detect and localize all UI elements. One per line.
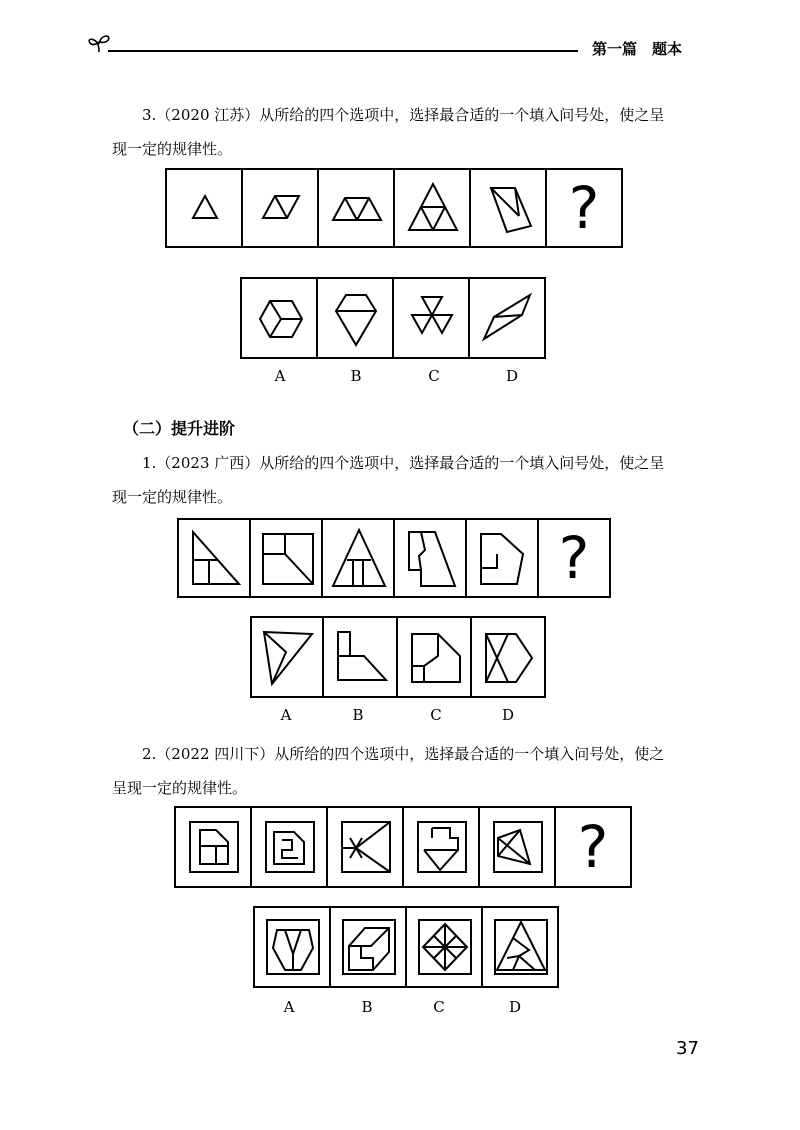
question-mark: ? [568, 174, 600, 242]
option-d[interactable] [481, 906, 559, 988]
option-a[interactable] [250, 616, 324, 698]
figure-cell [393, 518, 467, 598]
option-label: D [501, 706, 515, 724]
figure-cell [326, 806, 404, 888]
question-line: 3.（2020 江苏）从所给的四个选项中，选择最合适的一个填入问号处，使之呈 [142, 106, 665, 124]
option-label: A [283, 998, 295, 1016]
option-c[interactable] [405, 906, 483, 988]
option-c[interactable] [392, 277, 470, 359]
question-line: 1.（2023 广西）从所给的四个选项中，选择最合适的一个填入问号处，使之呈 [142, 454, 665, 472]
question-mark-cell [537, 518, 611, 598]
option-d[interactable] [470, 616, 546, 698]
question-line: 2.（2022 四川下）从所给的四个选项中，选择最合适的一个填入问号处，使之 [142, 745, 665, 763]
option-label: C [428, 367, 440, 385]
question-text [112, 446, 722, 514]
question-mark: ? [577, 813, 609, 881]
figure-cell [241, 168, 319, 248]
figure-cell [393, 168, 471, 248]
option-label: B [361, 998, 373, 1016]
header-rule [108, 50, 578, 52]
question-text [112, 737, 722, 805]
figure-cell [478, 806, 556, 888]
figure-cell [174, 806, 252, 888]
figure-cell [249, 518, 323, 598]
option-a[interactable] [253, 906, 331, 988]
question-mark-cell [554, 806, 632, 888]
figure-cell [402, 806, 480, 888]
option-label: D [508, 998, 522, 1016]
option-b[interactable] [322, 616, 398, 698]
option-label: D [505, 367, 519, 385]
question-mark-cell [545, 168, 623, 248]
question-text [112, 98, 722, 166]
option-c[interactable] [396, 616, 472, 698]
option-b[interactable] [316, 277, 394, 359]
question-line: 现一定的规律性。 [112, 488, 233, 506]
question-line: 呈现一定的规律性。 [112, 779, 248, 797]
question-line: 现一定的规律性。 [112, 140, 233, 158]
figure-cell [177, 518, 251, 598]
figure-cell [250, 806, 328, 888]
figure-cell [469, 168, 547, 248]
option-label: C [430, 706, 442, 724]
question-mark: ? [558, 524, 590, 592]
option-label: A [274, 367, 286, 385]
figure-cell [317, 168, 395, 248]
figure-cell [321, 518, 395, 598]
option-label: B [352, 706, 364, 724]
page-number: 37 [676, 1038, 699, 1059]
option-d[interactable] [468, 277, 546, 359]
figure-cell [465, 518, 539, 598]
option-label: B [350, 367, 362, 385]
option-a[interactable] [240, 277, 318, 359]
option-label: C [433, 998, 445, 1016]
figure-cell [165, 168, 243, 248]
section-title: （二）提升进阶 [123, 419, 236, 438]
option-label: A [280, 706, 292, 724]
header-title: 第一篇 题本 [592, 40, 683, 58]
option-b[interactable] [329, 906, 407, 988]
